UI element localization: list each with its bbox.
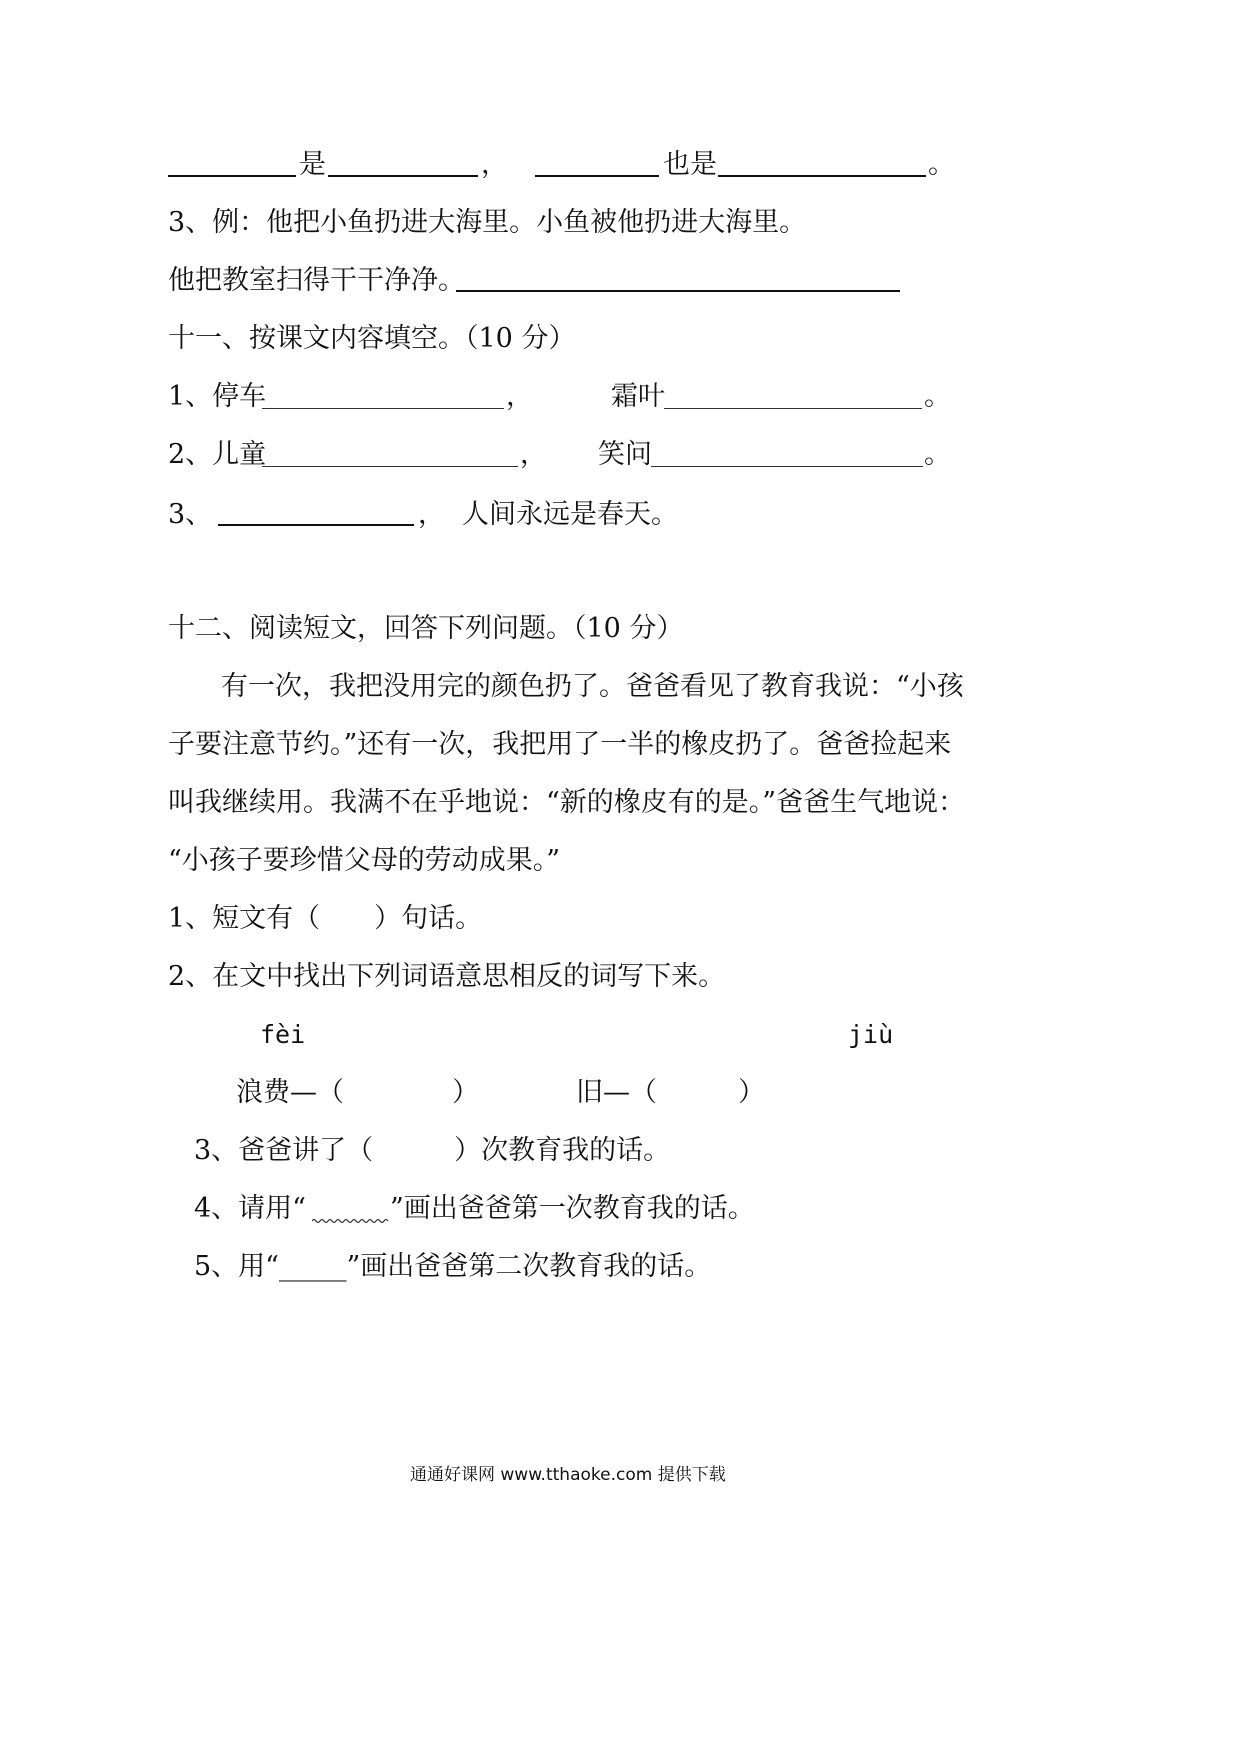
section12-title: 十二、阅读短文，回答下列问题。（10 分） bbox=[168, 613, 684, 644]
item1-blank1[interactable] bbox=[262, 408, 504, 409]
item3-rest: 人间永远是春天。 bbox=[462, 499, 678, 530]
item2-blank2[interactable] bbox=[651, 466, 923, 467]
item2-label: 2、儿童 bbox=[168, 439, 267, 470]
item1-end: 。 bbox=[924, 381, 951, 412]
text-shi: 是 bbox=[299, 149, 326, 180]
item2-word2: 笑问 bbox=[598, 439, 652, 470]
blank-1b[interactable] bbox=[328, 175, 478, 177]
q3-example: 3、例：他把小鱼扔进大海里。小鱼被他扔进大海里。 bbox=[168, 207, 807, 238]
question-1: 1、短文有（ ）句话。 bbox=[168, 903, 483, 934]
question-5: 5、用“_____”画出爸爸第二次教育我的话。 bbox=[194, 1251, 712, 1282]
blank-1d[interactable] bbox=[718, 175, 926, 177]
q3-prompt: 他把教室扫得干干净净。 bbox=[168, 265, 465, 296]
item1-sep: ， bbox=[506, 381, 533, 412]
item2-blank1[interactable] bbox=[262, 466, 518, 467]
question-2: 2、在文中找出下列词语意思相反的词写下来。 bbox=[168, 961, 726, 992]
text-yeshi: 也是 bbox=[663, 149, 717, 180]
item3-label: 3、 bbox=[168, 499, 213, 530]
section11-title: 十一、按课文内容填空。（10 分） bbox=[168, 323, 576, 354]
passage-line-1: 有一次，我把没用完的颜色扔了。爸爸看见了教育我说：“小孩 bbox=[221, 671, 964, 702]
pinyin-fei: fèi bbox=[260, 1020, 306, 1049]
passage-line-4: “小孩子要珍惜父母的劳动成果。” bbox=[168, 845, 561, 876]
item1-word2: 霜叶 bbox=[611, 381, 665, 412]
blank-1c[interactable] bbox=[535, 175, 659, 177]
wavy-underline-icon bbox=[312, 1218, 390, 1224]
item1-label: 1、停车 bbox=[168, 381, 267, 412]
item3-sep: ， bbox=[418, 499, 445, 530]
q3-answer-blank[interactable] bbox=[456, 290, 900, 292]
question-3: 3、爸爸讲了（ ）次教育我的话。 bbox=[194, 1135, 671, 1166]
item3-blank[interactable] bbox=[218, 524, 414, 526]
passage-line-3: 叫我继续用。我满不在乎地说：“新的橡皮有的是。”爸爸生气地说： bbox=[168, 787, 966, 818]
footer-credit: 通通好课网 www.tthaoke.com 提供下载 bbox=[410, 1465, 726, 1485]
item2-sep: ， bbox=[520, 439, 547, 470]
question-4-suffix: ”画出爸爸第一次教育我的话。 bbox=[390, 1193, 755, 1224]
question-4-prefix: 4、请用“ bbox=[194, 1193, 306, 1224]
antonym-1: 浪费—（ ） bbox=[236, 1077, 479, 1108]
text-comma: ， bbox=[481, 149, 508, 180]
pinyin-jiu: jiù bbox=[848, 1020, 894, 1049]
item1-blank2[interactable] bbox=[664, 408, 922, 409]
item2-end: 。 bbox=[924, 439, 951, 470]
blank-1a[interactable] bbox=[168, 175, 296, 177]
passage-line-2: 子要注意节约。”还有一次，我把用了一半的橡皮扔了。爸爸捡起来 bbox=[168, 729, 952, 760]
text-period: 。 bbox=[928, 149, 955, 180]
antonym-2: 旧—（ ） bbox=[576, 1077, 765, 1108]
